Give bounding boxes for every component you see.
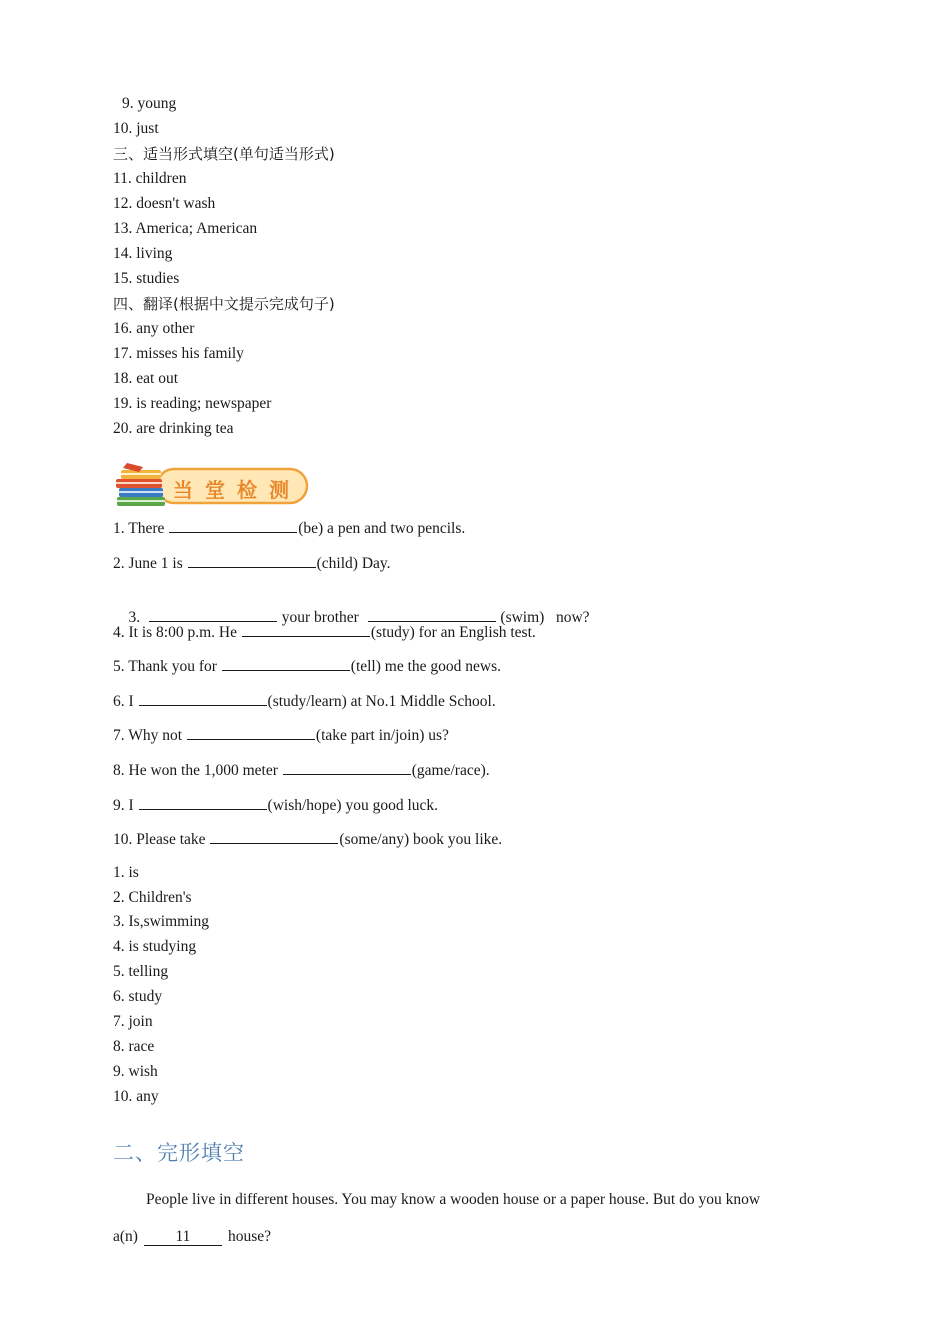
answer-line: 18. eat out bbox=[113, 370, 178, 387]
exercise-text: 4. It is 8:00 p.m. He bbox=[113, 624, 241, 641]
exercise-text: 5. Thank you for bbox=[113, 658, 221, 675]
answer-line: 19. is reading; newspaper bbox=[113, 395, 272, 412]
exercise-text: (some/any) book you like. bbox=[339, 831, 503, 848]
exercise-text: (tell) me the good news. bbox=[350, 658, 502, 675]
answer-line: 1. is bbox=[113, 864, 139, 881]
answer-blank[interactable] bbox=[210, 828, 338, 844]
exercise-text: 7. Why not bbox=[113, 727, 186, 744]
answer-line: 10. just bbox=[113, 120, 159, 137]
answer-line: 4. is studying bbox=[113, 938, 197, 955]
exercise-text: (take part in/join) us? bbox=[315, 727, 449, 744]
answer-line: 11. children bbox=[113, 170, 187, 187]
passage-text: house? bbox=[227, 1228, 271, 1245]
exercise-text: 6. I bbox=[113, 693, 138, 710]
exercise-text: (game/race). bbox=[411, 762, 490, 779]
cloze-blank-11[interactable]: 11 bbox=[144, 1229, 222, 1246]
exercise-text: 10. Please take bbox=[113, 831, 210, 848]
answer-line: 13. America; American bbox=[113, 220, 258, 237]
exercise-line bbox=[113, 794, 438, 816]
exercise-text: (study/learn) at No.1 Middle School. bbox=[267, 693, 496, 710]
exercise-line bbox=[113, 552, 391, 574]
answer-line: 15. studies bbox=[113, 270, 180, 287]
exercise-text: 8. He won the 1,000 meter bbox=[113, 762, 282, 779]
exercise-line bbox=[113, 621, 536, 643]
passage-line bbox=[113, 1227, 833, 1247]
answer-blank[interactable] bbox=[187, 724, 315, 740]
exercise-text: (be) a pen and two pencils. bbox=[298, 520, 466, 537]
answer-blank[interactable] bbox=[368, 606, 496, 622]
answer-line: 7. join bbox=[113, 1013, 153, 1030]
answer-line: 3. Is,swimming bbox=[113, 913, 210, 930]
answer-line: 9. wish bbox=[113, 1063, 158, 1080]
answer-line: 8. race bbox=[113, 1038, 155, 1055]
answer-line: 10. any bbox=[113, 1088, 159, 1105]
answer-line: 6. study bbox=[113, 988, 163, 1005]
answer-blank[interactable] bbox=[242, 621, 370, 637]
answer-line: 12. doesn't wash bbox=[113, 195, 216, 212]
answer-line: 14. living bbox=[113, 245, 173, 262]
section-4-title: 四、翻译(根据中文提示完成句子) bbox=[113, 295, 335, 313]
exercise-line bbox=[113, 690, 496, 712]
exercise-line bbox=[113, 655, 501, 677]
exercise-text: your brother bbox=[277, 609, 363, 626]
answer-blank[interactable] bbox=[283, 759, 411, 775]
answer-line: 16. any other bbox=[113, 320, 195, 337]
passage-text: a(n) bbox=[113, 1228, 138, 1245]
section-3-title: 三、适当形式填空(单句适当形式) bbox=[113, 145, 335, 163]
answer-blank[interactable] bbox=[188, 552, 316, 568]
exercise-line bbox=[113, 724, 449, 746]
answer-blank[interactable] bbox=[139, 690, 267, 706]
answer-blank[interactable] bbox=[149, 606, 277, 622]
answer-line: 17. misses his family bbox=[113, 345, 244, 362]
exercise-text: (wish/hope) you good luck. bbox=[267, 797, 439, 814]
exercise-text: 3. bbox=[128, 609, 144, 626]
exercise-text: (child) Day. bbox=[316, 555, 391, 572]
answer-line: 2. Children's bbox=[113, 889, 192, 906]
answer-blank[interactable] bbox=[222, 655, 350, 671]
exercise-text: (study) for an English test. bbox=[370, 624, 536, 641]
passage-line: People live in different houses. You may know a wooden house or a paper house. But do you know bbox=[146, 1191, 761, 1208]
exercise-text: 1. There bbox=[113, 520, 169, 537]
exercise-line bbox=[113, 828, 502, 850]
answer-blank[interactable] bbox=[139, 794, 267, 810]
exercise-text: 2. June 1 is bbox=[113, 555, 187, 572]
answer-line: 9. young bbox=[122, 95, 177, 112]
in-class-test-banner bbox=[113, 461, 313, 513]
answer-blank[interactable] bbox=[169, 517, 297, 533]
exercise-text: 9. I bbox=[113, 797, 138, 814]
exercise-line bbox=[113, 759, 490, 781]
answer-line: 5. telling bbox=[113, 963, 169, 980]
exercise-line bbox=[113, 517, 465, 539]
cloze-section-title: 二、完形填空 bbox=[113, 1141, 245, 1165]
exercise-text: (swim) now? bbox=[496, 609, 590, 626]
answer-line: 20. are drinking tea bbox=[113, 420, 234, 437]
banner-title: 当堂检测 bbox=[173, 478, 301, 502]
